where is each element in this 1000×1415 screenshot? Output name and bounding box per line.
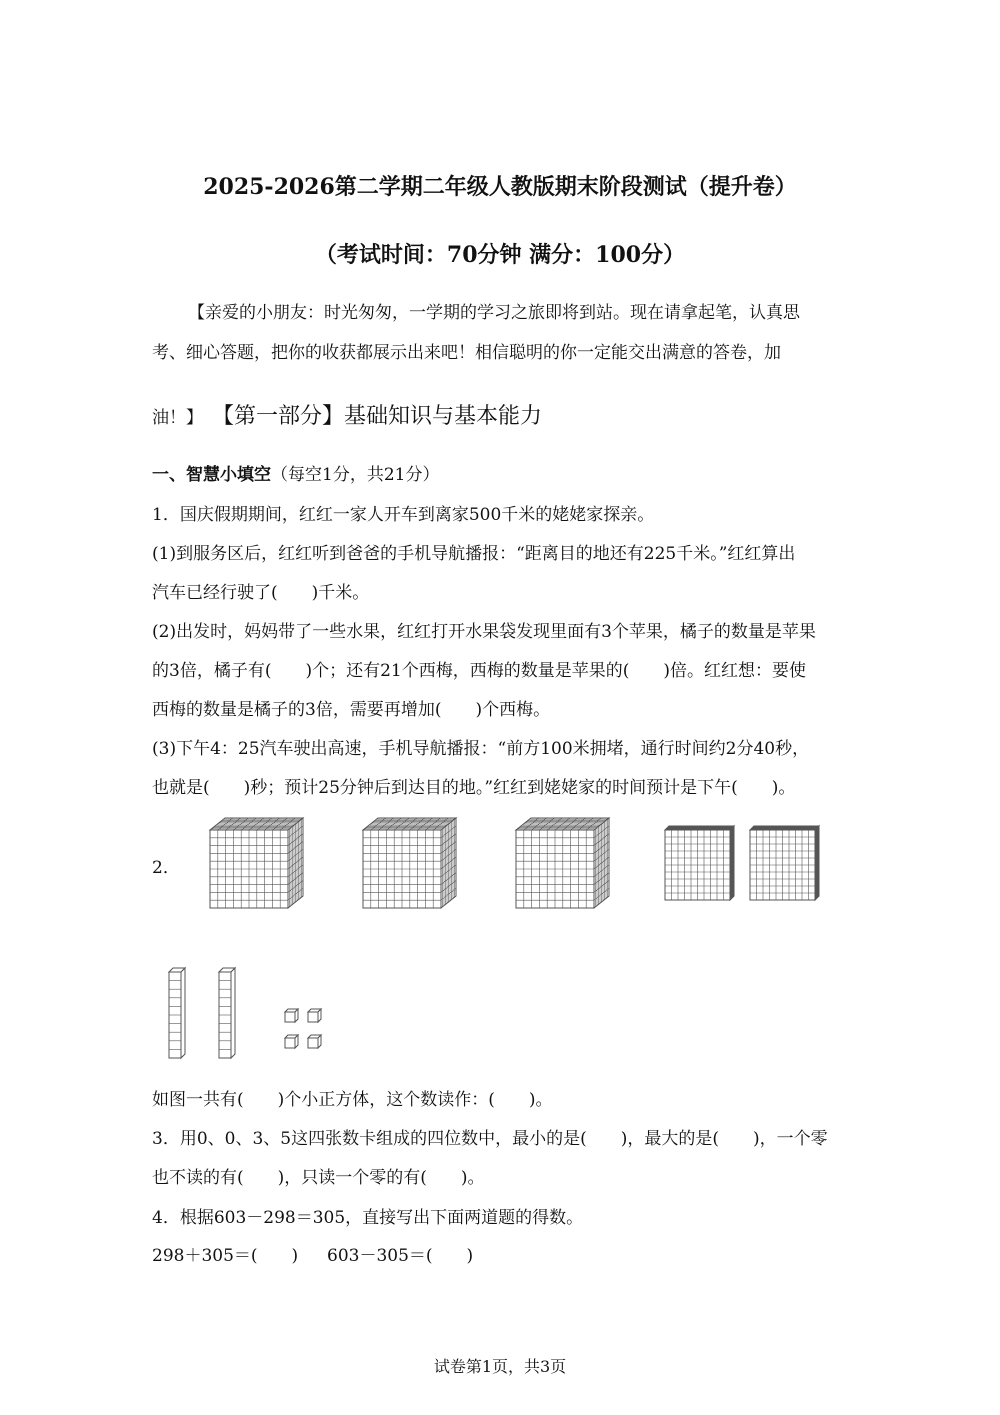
exam-subtitle: （考试时间：70分钟 满分：100分） <box>314 242 686 268</box>
q1-part1-line-1: (1)到服务区后，红红听到爸爸的手机导航播报：“距离目的地还有225千米。”红红算出 <box>152 544 796 564</box>
ten-rod-2 <box>219 968 235 1058</box>
q1-part2-line-3: 西梅的数量是橘子的3倍，需要再增加( )个西梅。 <box>152 700 551 720</box>
q4-equation-2: 603－305＝( ) <box>327 1246 474 1266</box>
q1-part2-line-2: 的3倍，橘子有( )个；还有21个西梅，西梅的数量是苹果的( )倍。红红想：要使 <box>152 661 806 681</box>
section-one-note: （每空1分，共21分） <box>271 465 440 485</box>
section-one-heading <box>152 464 439 486</box>
q2-number: 2． <box>152 858 180 878</box>
exam-title: 2025-2026第二学期二年级人教版期末阶段测试（提升卷） <box>203 174 797 200</box>
q4-stem: 4．根据603－298＝305，直接写出下面两道题的得数。 <box>152 1208 584 1228</box>
section-one-label: 一、智慧小填空 <box>152 465 271 485</box>
part-one-title: 【第一部分】基础知识与基本能力 <box>212 404 543 429</box>
base-ten-blocks-bottom <box>160 962 340 1062</box>
q1-stem: 1．国庆假期期间，红红一家人开车到离家500千米的姥姥家探亲。 <box>152 505 655 525</box>
q1-part3-line-1: (3)下午4：25汽车驶出高速，手机导航播报：“前方100米拥堵，通行时间约2分40秒， <box>152 739 810 759</box>
q4-equation-1: 298＋305＝( ) <box>152 1246 299 1266</box>
q3-line-1: 3．用0、0、3、5这四张数卡组成的四位数中，最小的是( )，最大的是( )，一个零 <box>152 1129 828 1149</box>
intro-line-3: 油！】 <box>152 408 203 428</box>
thousand-cube-1 <box>210 818 303 908</box>
hundred-flat-2 <box>750 826 819 900</box>
thousand-cube-3 <box>516 818 609 908</box>
q2-text: 如图一共有( )个小正方体，这个数读作：( )。 <box>152 1090 553 1110</box>
hundred-flat-1 <box>665 826 734 900</box>
q3-line-2: 也不读的有( )，只读一个零的有( )。 <box>152 1168 485 1188</box>
intro-line-2: 考、细心答题，把你的收获都展示出来吧！相信聪明的你一定能交出满意的答卷，加 <box>152 343 781 363</box>
q1-part2-line-1: (2)出发时，妈妈带了一些水果，红红打开水果袋发现里面有3个苹果，橘子的数量是苹果 <box>152 622 816 642</box>
thousand-cube-2 <box>363 818 456 908</box>
unit-cube-1 <box>285 1009 298 1022</box>
unit-cube-3 <box>285 1035 298 1048</box>
unit-cube-2 <box>308 1009 321 1022</box>
base-ten-blocks-top <box>210 812 830 906</box>
intro-line-1: 【亲爱的小朋友：时光匆匆，一学期的学习之旅即将到站。现在请拿起笔，认真思 <box>188 303 800 323</box>
q1-part3-line-2: 也就是( )秒；预计25分钟后到达目的地。”红红到姥姥家的时间预计是下午( )。 <box>152 778 796 798</box>
ten-rod-1 <box>169 968 185 1058</box>
page-footer: 试卷第1页，共3页 <box>433 1357 567 1376</box>
q1-part1-line-2: 汽车已经行驶了( )千米。 <box>152 583 370 603</box>
unit-cube-4 <box>308 1035 321 1048</box>
